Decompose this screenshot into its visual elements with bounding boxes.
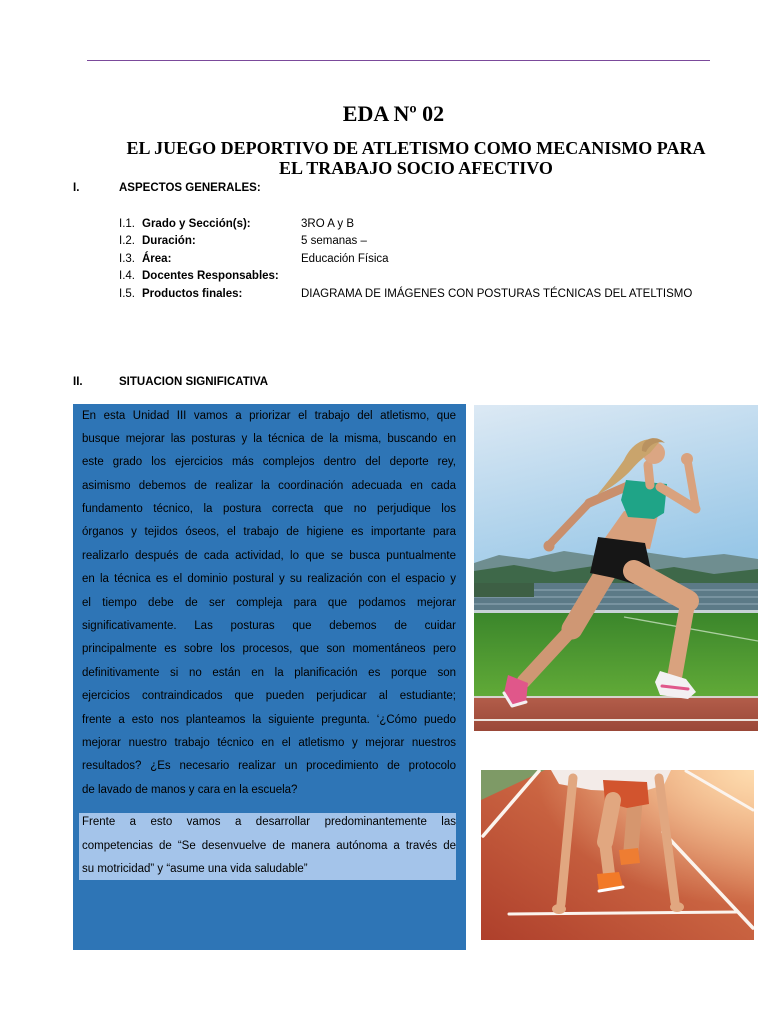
competencies-paragraph bbox=[82, 811, 456, 882]
highlight-line: su motricidad” y “asume una vida saludable” bbox=[82, 863, 308, 876]
item-label: Duración: bbox=[142, 235, 196, 247]
item-number: I.4. bbox=[119, 270, 135, 282]
situation-line: ejercicios contraindicados que pueden perjudicar al estudiante; bbox=[82, 690, 456, 703]
situation-line: el tiempo debe de ser compleja para que podamos mejorar bbox=[82, 596, 456, 609]
stadium-stands bbox=[474, 583, 758, 613]
general-item-grade bbox=[119, 217, 719, 231]
highlight-line: Frente a esto vamos a desarrollar predominantemente las bbox=[82, 816, 456, 829]
runner-photo bbox=[474, 405, 758, 731]
document-code: EDA Nº 02 bbox=[342, 101, 445, 126]
situation-line: frente a esto nos planteamos la siguiente pregunta. ‘¿Cómo puedo bbox=[82, 713, 456, 726]
item-value: 5 semanas – bbox=[301, 235, 367, 247]
general-item-products bbox=[119, 287, 719, 301]
item-label: Productos finales: bbox=[142, 288, 243, 300]
section-number-general: I. bbox=[73, 182, 80, 194]
situation-line: definitivamente si no están en la planificación es porque son bbox=[82, 666, 456, 679]
situation-line: significativamente. Las posturas que debemos de cuidar bbox=[82, 620, 456, 633]
general-item-duration bbox=[119, 234, 719, 248]
situation-line: realizarlo después de cada actividad, lo que se busca puntualmente bbox=[82, 549, 456, 562]
situation-line: asimismo debemos de realizar la coordinación adecuada en cada bbox=[82, 479, 456, 492]
situation-line: resultados? ¿Es necesario realizar un procedimiento de protocolo bbox=[82, 760, 456, 773]
situation-line: en la técnica es el dominio postural y su realización con el espacio y bbox=[82, 573, 456, 586]
item-label: Área: bbox=[142, 253, 172, 265]
item-number: I.3. bbox=[119, 253, 135, 265]
item-number: I.1. bbox=[119, 218, 135, 230]
document-title-line-2: EL TRABAJO SOCIO AFECTIVO bbox=[279, 158, 553, 178]
section-heading-situation: SITUACION SIGNIFICATIVA bbox=[119, 376, 269, 388]
situation-line: de lavado de manos y cara en la escuela? bbox=[82, 783, 298, 796]
general-item-area bbox=[119, 252, 719, 266]
situation-line: órganos y tejidos óseos, el trabajo de higiene es importante para bbox=[82, 526, 456, 539]
section-number-situation: II. bbox=[73, 376, 83, 388]
situation-line: fundamento técnico, la postura correcta que no perjudique los bbox=[82, 503, 456, 516]
section-heading-general: ASPECTOS GENERALES: bbox=[119, 182, 261, 194]
item-label: Docentes Responsables: bbox=[142, 270, 279, 282]
item-number: I.5. bbox=[119, 288, 135, 300]
document-title-line-1: EL JUEGO DEPORTIVO DE ATLETISMO COMO MECANISMO PARA bbox=[126, 138, 706, 158]
situation-line: principalmente es sobre los procesos, que son momentáneos pero bbox=[82, 643, 456, 656]
sprinter-start-photo bbox=[481, 770, 754, 940]
situation-line: mejorar nuestro trabajo técnico en el atletismo y mejorar nuestros bbox=[82, 736, 456, 749]
general-item-teachers bbox=[119, 269, 719, 283]
item-label: Grado y Sección(s): bbox=[142, 218, 251, 230]
item-number: I.2. bbox=[119, 235, 135, 247]
header-rule bbox=[87, 60, 710, 61]
situation-line: En esta Unidad III vamos a priorizar el trabajo del atletismo, que bbox=[82, 409, 456, 422]
highlight-line: competencias de “Se desenvuelve de manera autónoma a través de bbox=[82, 839, 456, 852]
item-value: Educación Física bbox=[301, 253, 389, 265]
situation-line: este grado los ejercicios más complejos dentro del deporte rey, bbox=[82, 456, 456, 469]
item-value: DIAGRAMA DE IMÁGENES CON POSTURAS TÉCNICAS DEL ATELTISMO bbox=[301, 288, 693, 300]
item-value: 3RO A y B bbox=[301, 218, 355, 230]
situation-line: busque mejorar las posturas y la técnica de la misma, buscando en bbox=[82, 432, 456, 445]
situation-paragraph bbox=[82, 405, 456, 803]
